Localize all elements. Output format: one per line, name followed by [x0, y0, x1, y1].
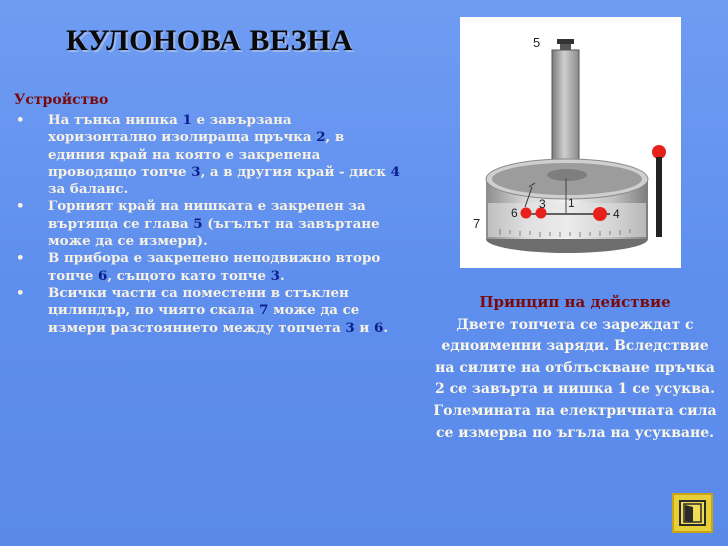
highlight-number: 7	[259, 302, 269, 319]
highlight-number: 6	[98, 267, 108, 284]
bullet-segment: , а в другия край - диск	[200, 163, 391, 180]
highlight-number: 4	[390, 163, 400, 180]
highlight-number: 3	[191, 163, 201, 180]
bullet-segment: може да се измери разстоянието между топчета	[48, 302, 360, 336]
principle-text: Двете топчета се зареждат с едноименни заряди. Вследствие на силите на отблъскване пръчка 2 се завърта и нишка 1 се усуква. Големината на електричната сила се измерва по ъгъла на усукване.	[433, 316, 717, 441]
bullet-segment: .	[279, 267, 285, 284]
bullet-text	[48, 112, 400, 197]
bullet-icon: •	[16, 284, 25, 301]
bullet-icon: •	[16, 198, 25, 215]
bullet-text	[48, 285, 388, 336]
principle-block	[430, 292, 720, 444]
bullet-item	[14, 198, 404, 250]
highlight-number: 5	[193, 215, 203, 232]
bullet-segment: .	[383, 319, 388, 336]
bullet-text	[48, 198, 380, 249]
label-3: 3	[539, 197, 546, 211]
coulomb-balance-diagram	[460, 17, 681, 268]
label-1: 1	[568, 196, 575, 210]
highlight-number: 2	[316, 129, 326, 146]
bullet-segment: , в единия край на която е закрепена проводящо топче	[48, 129, 345, 180]
bullet-icon: •	[16, 112, 25, 128]
bullet-segment: и	[354, 319, 374, 336]
bullet-item	[14, 250, 404, 285]
principle-heading: Принцип на действие	[479, 293, 671, 311]
label-4: 4	[613, 207, 620, 221]
bullet-segment: На тънка нишка	[48, 112, 183, 128]
device-bullet-list	[14, 112, 404, 337]
bullet-segment: , същото като топче	[107, 267, 271, 284]
bullet-segment: Всички части са поместени в стъклен цилиндър, по чиято скала	[48, 284, 349, 319]
highlight-number: 3	[270, 267, 280, 284]
label-5: 5	[533, 35, 541, 50]
bullet-segment: Горният край на нишката е закрепен за въртяща се глава	[48, 198, 366, 232]
label-7: 7	[473, 216, 481, 231]
device-heading: Устройство	[14, 92, 109, 108]
highlight-number: 6	[374, 319, 384, 336]
bullet-segment: за баланс.	[48, 181, 129, 198]
bullet-icon: •	[16, 250, 25, 267]
bullet-item	[14, 285, 404, 337]
bullet-segment: (ъгълът на завъртане може да се измери).	[48, 215, 380, 250]
bullet-segment: В прибора е закрепено неподвижно второ топче	[48, 250, 381, 284]
bullet-item	[14, 112, 404, 198]
label-6: 6	[511, 206, 518, 220]
bullet-segment: е завързана хоризонтално изолираща пръчка	[48, 112, 317, 146]
exit-door-icon	[679, 500, 706, 526]
highlight-number: 3	[345, 319, 355, 336]
bullet-text	[48, 250, 380, 283]
highlight-number: 1	[182, 112, 192, 128]
slide-title: КУЛОНОВА ВЕЗНА	[66, 24, 354, 57]
exit-button[interactable]	[672, 493, 713, 533]
